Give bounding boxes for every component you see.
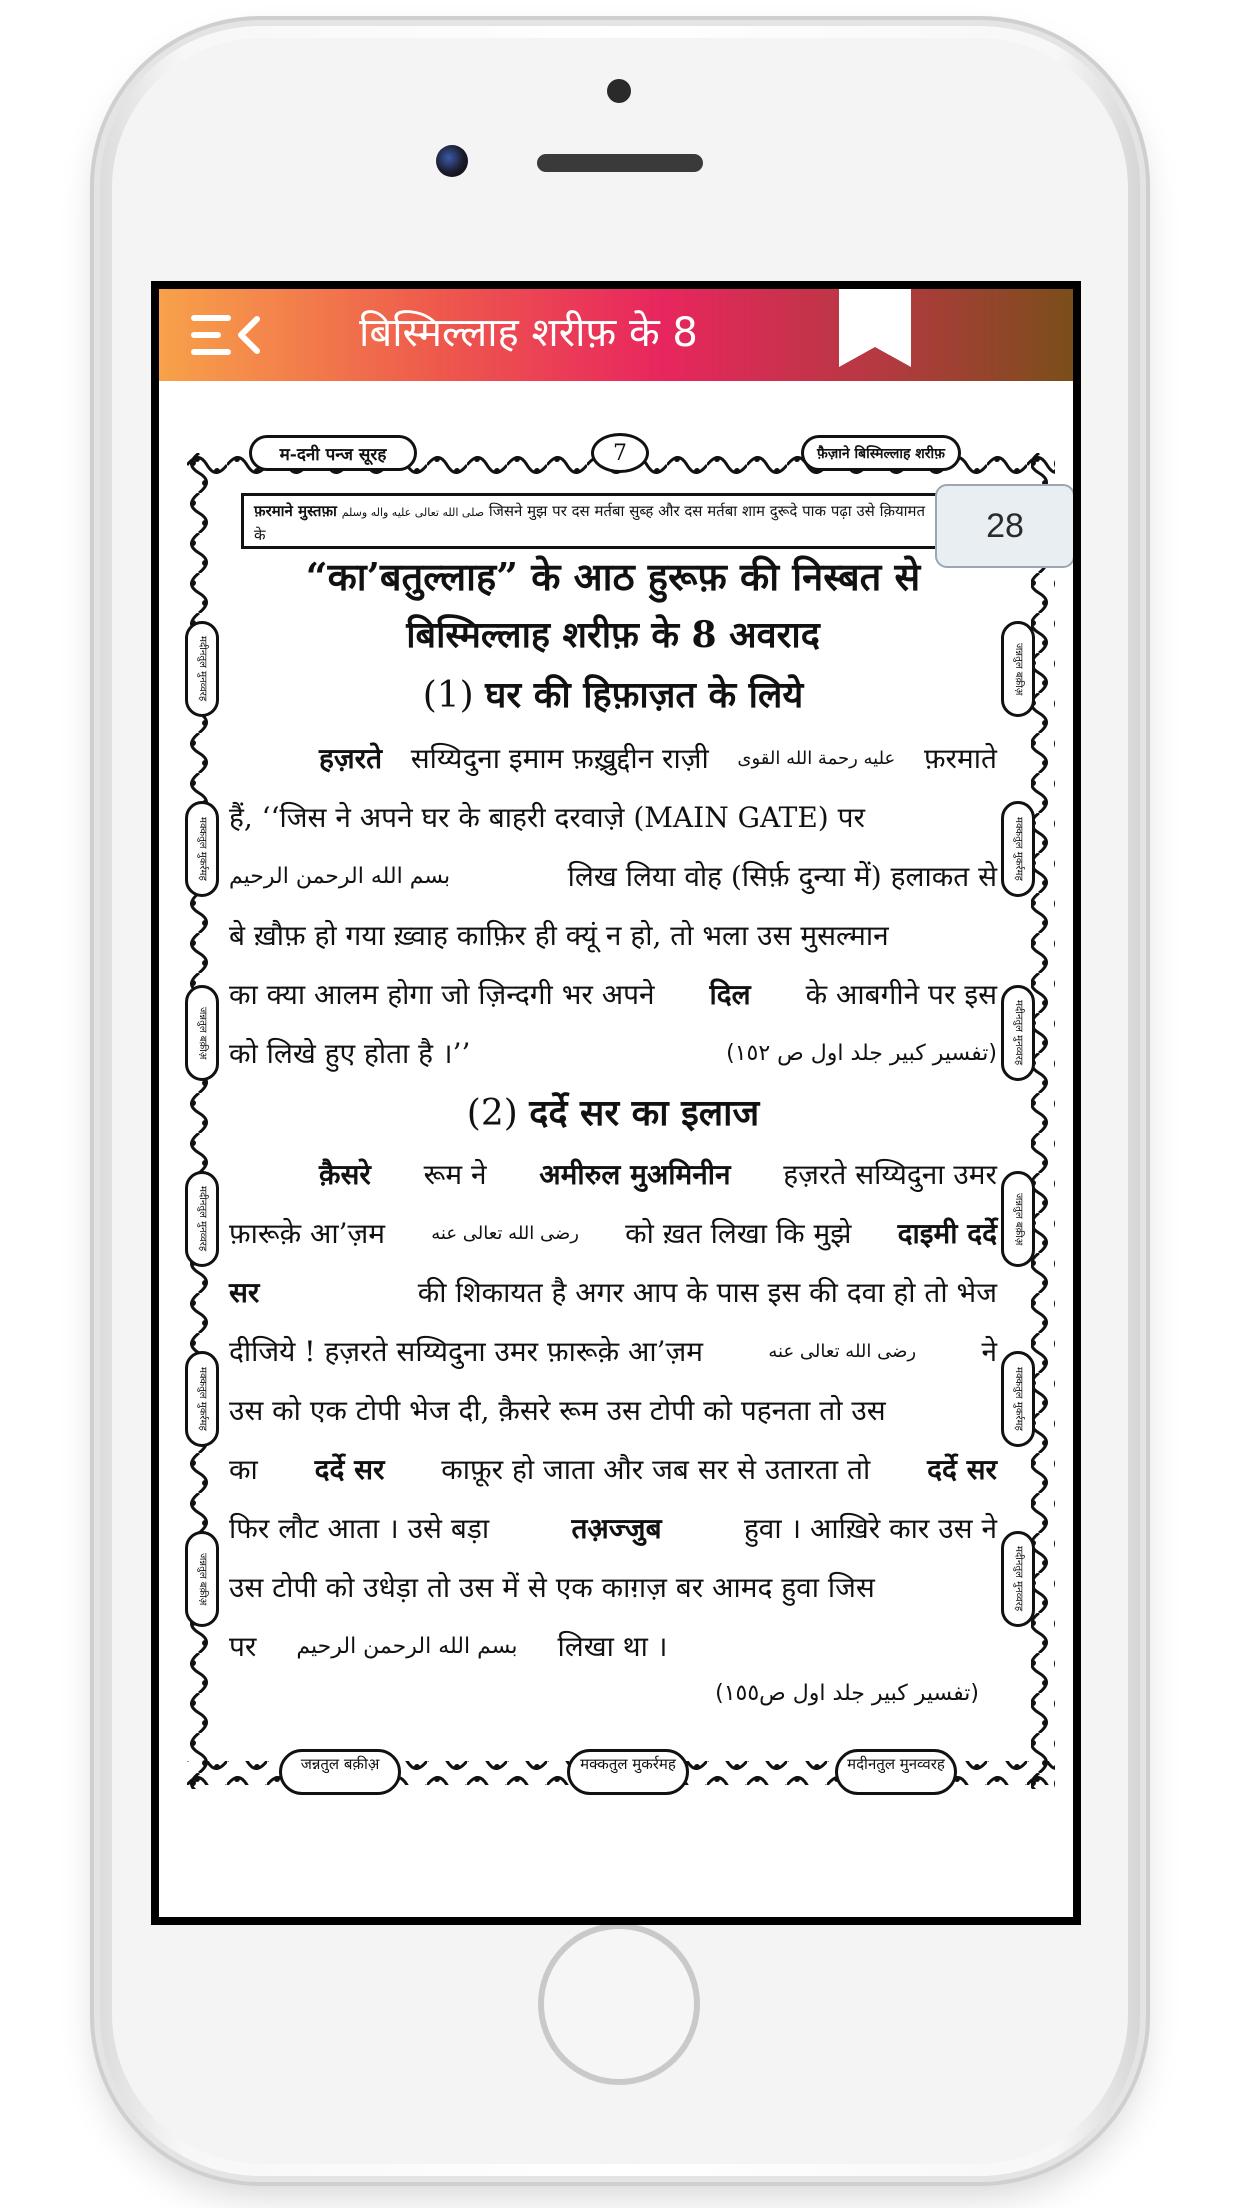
menu-button[interactable] [191, 311, 263, 359]
text-span: दीजिये ! हज़रते सय्यिदुना उमर फ़ारूक़े आ’ज़म [229, 1335, 704, 1368]
text-span: काफ़ूर हो जाता और जब सर से उतारता तो [441, 1453, 871, 1486]
screen [151, 281, 1081, 1925]
text-span: का [229, 1453, 258, 1486]
header-right-label: फ़ैज़ाने बिस्मिल्लाह शरीफ़ [801, 435, 961, 471]
text-span: बे ख़ौफ़ हो गया ख़्वाह काफ़िर ही क्यूं न हो, तो भला उस मुसल्मान [229, 919, 889, 952]
text-span: उस टोपी को उधेड़ा तो उस में से एक काग़ज़ बर आमद हुवा जिस [229, 1571, 875, 1604]
text-line [229, 788, 997, 847]
text-line [229, 1499, 997, 1558]
text-span: पर [229, 1630, 257, 1663]
app-bar [159, 289, 1073, 381]
text-span: को लिखे हुए होता है ।’’ [229, 1037, 471, 1070]
citation: (تفسير كبير جلد اول ص١٥٥) [715, 1681, 979, 1706]
side-label-left: मक्कतुल मुकर्रमह [185, 801, 219, 897]
citation: (تفسير كبير جلد اول ص ١٥٢) [726, 1041, 997, 1066]
section-2-title: दर्दे सर का इलाज [529, 1092, 760, 1134]
side-label-left: मदीनतुल मुनव्वरह [185, 1171, 219, 1267]
notice-text: जिसने मुझ पर दस मर्तबा सुब्ह और दस मर्तबा शाम दुरूदे पाक पढ़ा उसे क़ियामत के [254, 502, 926, 544]
text-line [229, 906, 997, 965]
text-bold: दर्दे सर [927, 1453, 997, 1486]
bookmark-button[interactable] [839, 289, 911, 373]
text-span: रूम ने [423, 1158, 487, 1191]
header-left-label: म-दनी पन्ज सूरह [249, 435, 417, 471]
text-span: उस को एक टोपी भेज दी, क़ैसरे रूम उस टोपी को पहनता तो उस [229, 1394, 886, 1427]
earpiece-speaker [537, 154, 703, 172]
text-bold: क़ैसरे [319, 1158, 371, 1191]
chapter-title: “का’बतुल्लाह” के आठ हुरूफ़ की निस्बत से [305, 554, 921, 599]
text-span: लिख लिया वोह (सिर्फ़ दुन्या में) हलाकत से [567, 860, 997, 893]
text-line [229, 847, 997, 906]
text-span: हुवा । आख़िरे कार उस ने [743, 1512, 997, 1545]
text-span: ने [981, 1335, 997, 1368]
section-1-body [229, 729, 997, 1083]
arabic-bismillah: بسم الله الرحمن الرحيم [229, 864, 451, 889]
text-line [229, 1204, 997, 1263]
text-bold: अमीरुल मुअमिनीन [539, 1158, 731, 1191]
text-span: सय्यिदुना इमाम फ़ख़्रुद्दीन राज़ी [410, 742, 709, 775]
page-count-badge[interactable]: 28 [935, 484, 1073, 568]
section-1-title: घर की हिफ़ाज़त के लिये [485, 674, 804, 716]
text-line [229, 1024, 997, 1083]
side-label-left: जन्नतुल बक़ीअ़ [185, 1531, 219, 1627]
arabic-honorific: رضى الله تعالى عنه [768, 1341, 917, 1362]
page-title: बिस्मिल्लाह शरीफ़ के 8 [359, 310, 698, 356]
bottom-label: मदीनतुल मुनव्वरह [835, 1749, 957, 1795]
text-bold: सर [229, 1276, 260, 1309]
section-2-number: (2) [466, 1093, 518, 1134]
text-line [229, 1145, 997, 1204]
page-number: 7 [591, 433, 649, 473]
text-line [229, 1263, 997, 1322]
text-line [229, 1440, 997, 1499]
text-line [229, 1322, 997, 1381]
arabic-honorific: رضى الله تعالى عنه [431, 1223, 579, 1244]
side-label-right: मदीनतुल मुनव्वरह [1001, 985, 1035, 1081]
text-line [229, 1558, 997, 1617]
text-line [229, 729, 997, 788]
text-line [229, 1617, 997, 1676]
arabic-honorific: عليه رحمة الله القوى [737, 748, 896, 769]
text-span: की शिकायत है अगर आप के पास इस की दवा हो तो भेज [417, 1276, 997, 1309]
side-label-right: मदीनतुल मुनव्वरह [1001, 1531, 1035, 1627]
text-bold: दिल [709, 978, 751, 1011]
text-line [229, 965, 997, 1024]
chapter-subtitle: बिस्मिल्लाह शरीफ़ के 8 अवराद [406, 614, 820, 656]
bottom-label: मक्कतुल मुकर्रमह [567, 1749, 689, 1795]
arabic-bismillah: بسم الله الرحمن الرحيم [296, 1634, 518, 1659]
notice-arabic: صلى الله تعالى عليه واله وسلم [341, 506, 485, 519]
text-span: के आबगीने पर इस [805, 978, 997, 1011]
section-1-heading [229, 667, 997, 724]
text-line [229, 1381, 997, 1440]
proximity-sensor [607, 79, 631, 103]
text-span: फ़ारूक़े आ’ज़म [229, 1217, 386, 1250]
front-camera-icon [436, 145, 468, 177]
text-bold: दर्दे सर [314, 1453, 385, 1486]
side-label-right: जन्नतुल बक़ीअ़ [1001, 621, 1035, 717]
side-label-left: मक्कतुल मुकर्रमह [185, 1351, 219, 1447]
bookmark-icon [839, 289, 911, 373]
side-label-left: जन्नतुल बक़ीअ़ [185, 985, 219, 1081]
text-span: हज़रते सय्यिदुना उमर [783, 1158, 997, 1191]
home-button[interactable] [538, 1923, 700, 2085]
text-bold: दाइमी दर्दे [897, 1217, 997, 1250]
hadith-notice [241, 493, 951, 549]
app-screen [159, 289, 1073, 1917]
text-span: लिखा था । [557, 1630, 668, 1663]
text-span: फिर लौट आता । उसे बड़ा [229, 1512, 490, 1545]
text-span: हैं, ‘‘जिस ने अपने घर के बाहरी दरवाज़े (MAIN GATE) पर [229, 801, 865, 834]
book-page[interactable] [159, 381, 1073, 1917]
side-label-right: मक्कतुल मुकर्रमह [1001, 1351, 1035, 1447]
section-1-number: (1) [422, 675, 474, 716]
text-span: का क्या आलम होगा जो ज़िन्दगी भर अपने [229, 978, 655, 1011]
section-2-heading [229, 1085, 997, 1142]
bottom-label: जन्नतुल बक़ीअ़ [279, 1749, 401, 1795]
text-span: फ़रमाते [923, 742, 997, 775]
notice-bold: फ़रमाने मुस्तफ़ा [254, 502, 337, 520]
menu-back-icon [191, 311, 263, 359]
text-bold: हज़रते [319, 742, 383, 775]
text-bold: तअ़ज्जुब [571, 1512, 662, 1545]
text-span: को ख़त लिखा कि मुझे [625, 1217, 852, 1250]
side-label-right: जन्नतुल बक़ीअ़ [1001, 1171, 1035, 1267]
side-label-right: मक्कतुल मुकर्रमह [1001, 801, 1035, 897]
section-2-body [229, 1145, 997, 1676]
side-label-left: मदीनतुल मुनव्वरह [185, 621, 219, 717]
